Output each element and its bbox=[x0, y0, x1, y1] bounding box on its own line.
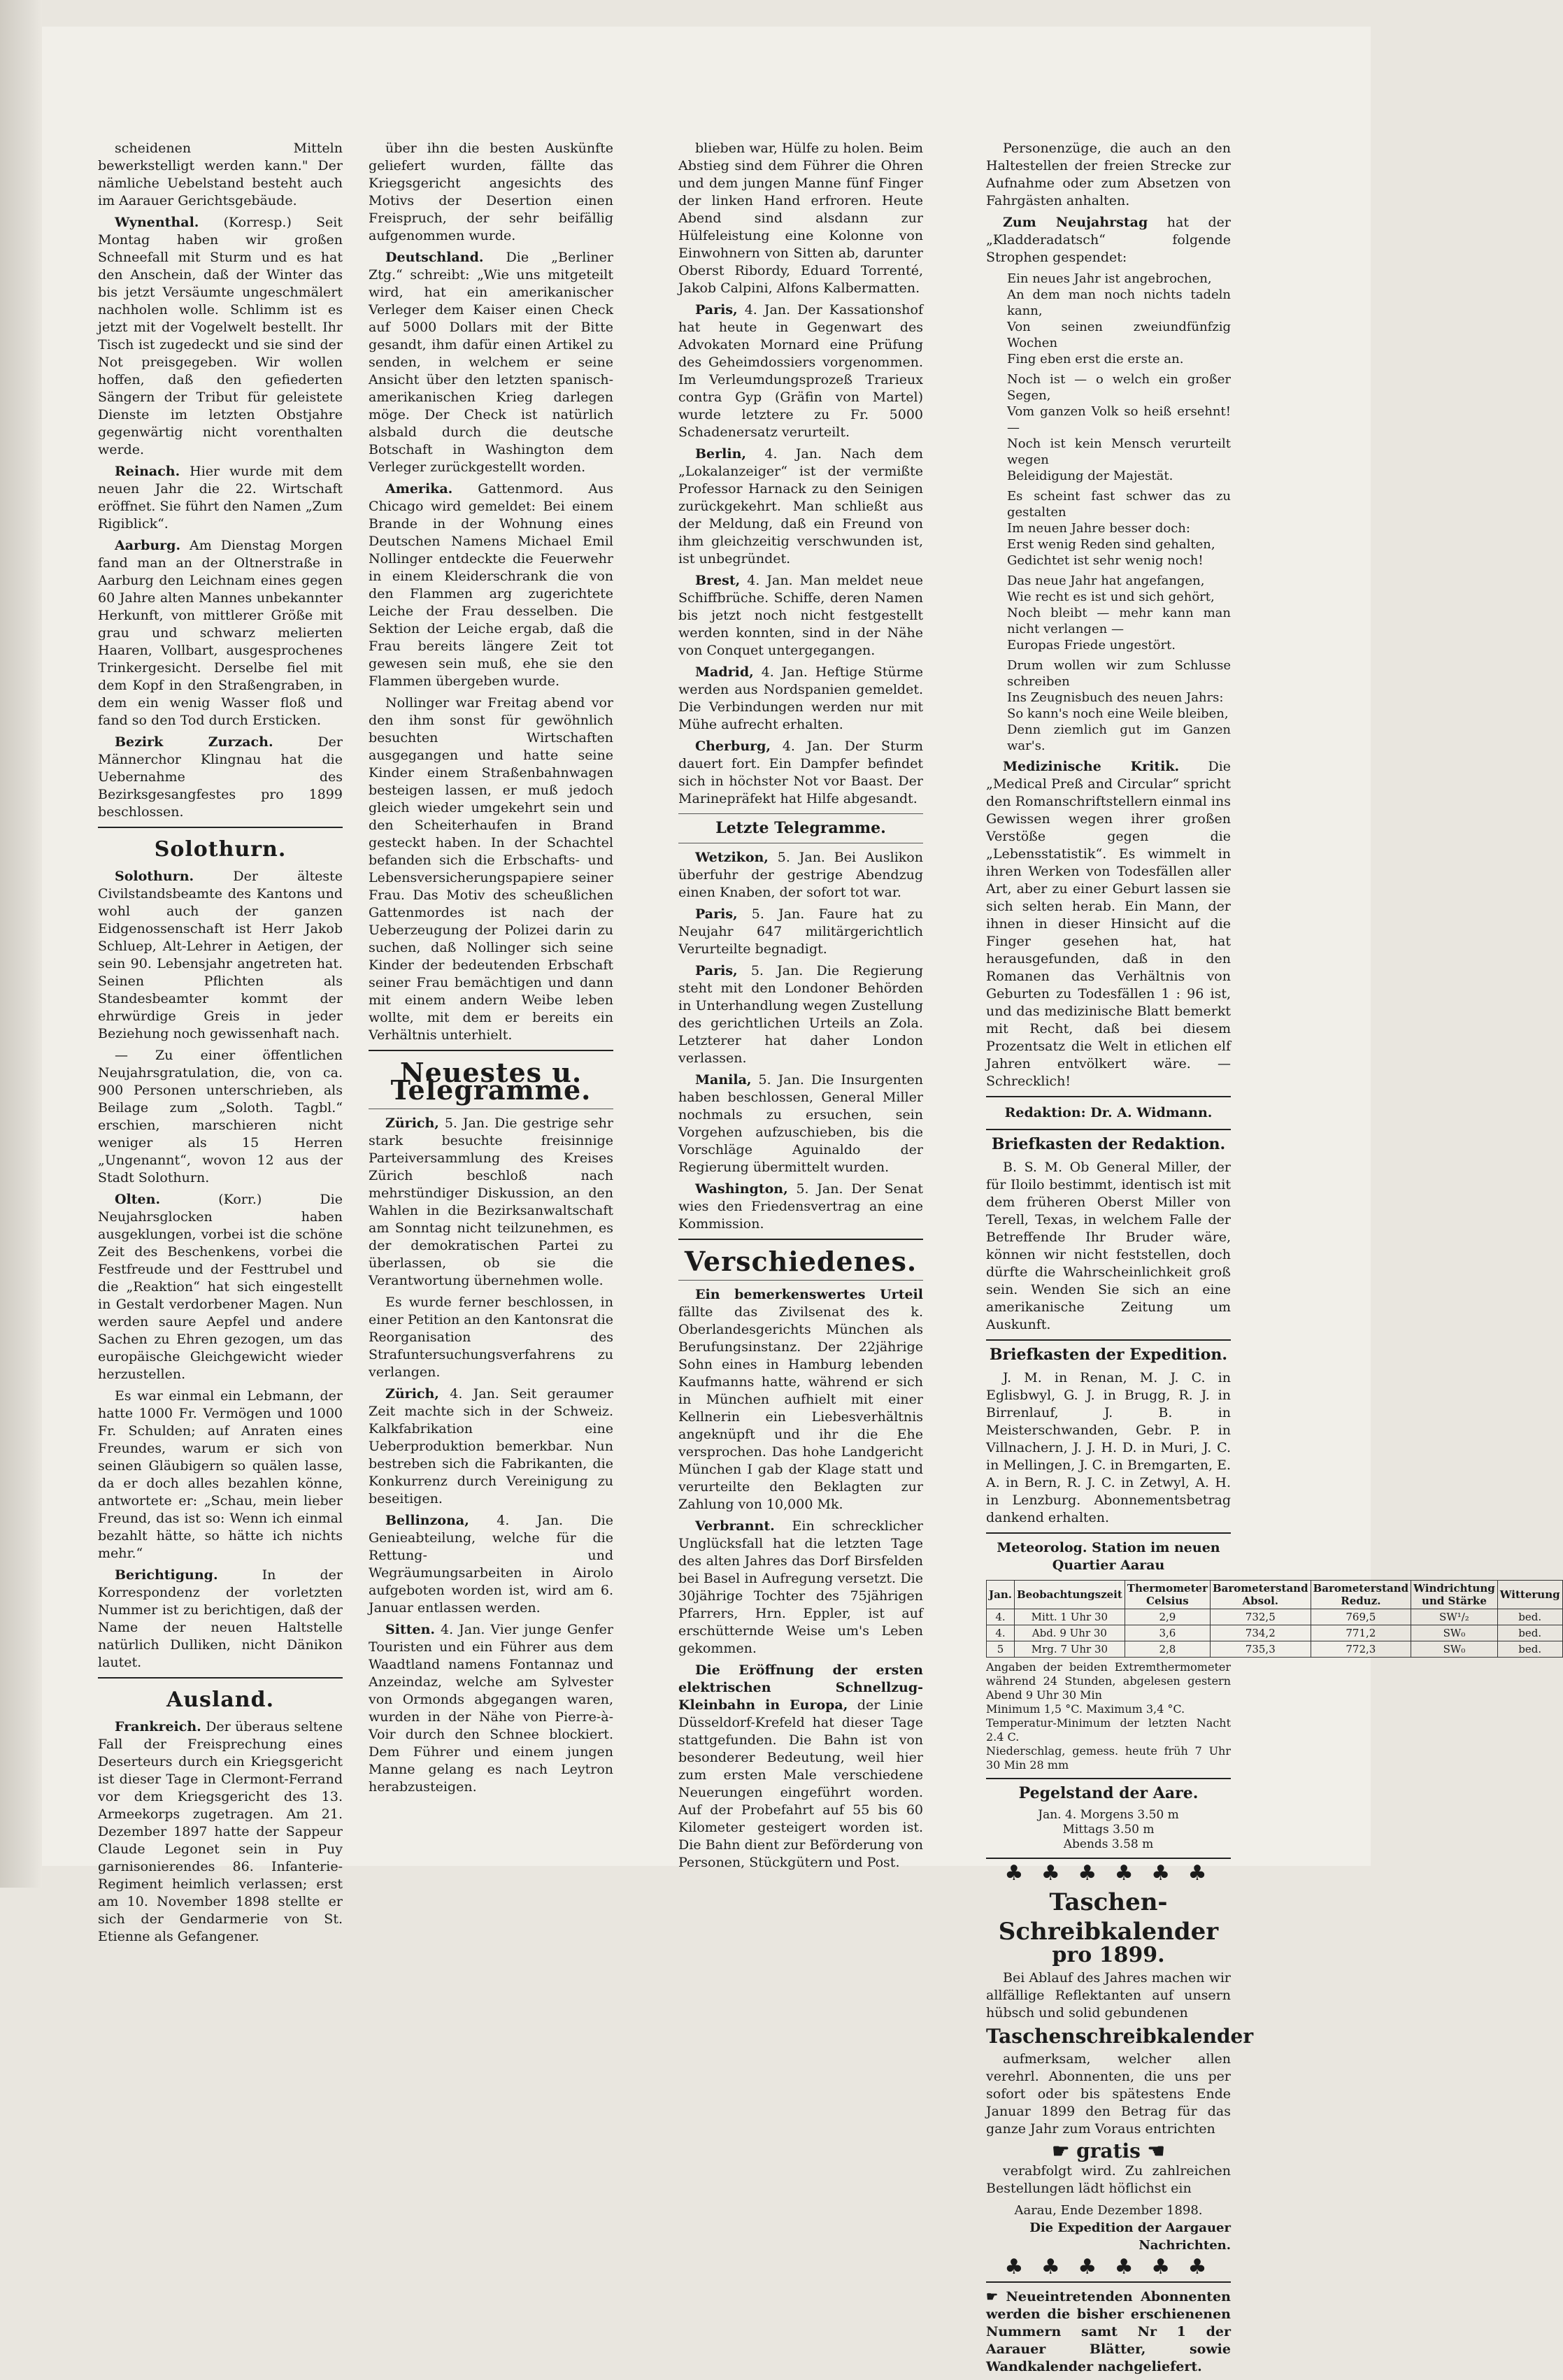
news-item: Deutschland. Die „Berliner Ztg.“ schreibt: „Wie uns mitgeteilt wird, hat ein amerikanischer Verleger dem Kaiser einen Check auf 5000 Dollars mit der Bitte gesandt, ihm dafür einen Artikel zu senden, in welchem er seine Ansicht über den letzten spanisch-amerikanischen Krieg darlegen möge. Der Check ist natürlich alsbald durch die deutsche Botschaft in Washington dem Verleger zurückgestellt worden. bbox=[369, 250, 613, 475]
news-item: Zürich, 4. Jan. Seit geraumer Zeit machte sich in der Schweiz. Kalkfabrikation eine Ueberproduktion bemerkbar. Nun bestreben sich die Fabrikanten, die Konkurrenz durch Vereinigung zu beseitigen. bbox=[369, 1386, 613, 1506]
news-item: Bezirk Zurzach. Der Männerchor Klingnau hat die Uebernahme des Bezirksgesangfestes pro 1899 beschlossen. bbox=[98, 734, 343, 820]
column-2 bbox=[369, 140, 613, 1800]
page-gutter bbox=[0, 0, 42, 1888]
news-item: Bellinzona, 4. Jan. Die Genieabteilung, welche für die Rettung- und Wegräumungsarbeiten in Airolo aufgeboten worden ist, wird am 6. Januar entlassen werden. bbox=[369, 1513, 613, 1616]
briefkasten-redaktion-title: Briefkasten der Redaktion. bbox=[991, 1135, 1226, 1153]
section-heading-ausland: Ausland. bbox=[166, 1688, 275, 1712]
column-1 bbox=[98, 140, 343, 1950]
news-item: Manila, 5. Jan. Die Insurgenten haben beschlossen, General Miller nochmals zu ersuchen, sein Vorgehen aufzuschieben, bis die Vorschläge Aguinaldo der Regierung übermittelt wurden. bbox=[678, 1072, 923, 1175]
table-header-row: Jan. Beobachtungszeit Thermometer Celsius Barometerstand Absol. Barometerstand Reduz. Windrichtung und Stärke Witterung bbox=[987, 1581, 1563, 1609]
intro-paragraph: blieben war, Hülfe zu holen. Beim Abstieg sind dem Führer die Ohren und dem jungen Manne fünf Finger der linken Hand erfroren. Heute Abend sind alsdann zur Hülfeleistung eine Kolonne von Einwohnern von Sitten ab, darunter Oberst Ribordy, Eduard Torrenté, Jakob Calpini, Alfons Kalbermatten. bbox=[678, 141, 924, 296]
ad-year: pro 1899. bbox=[1052, 1943, 1165, 1967]
news-item: Sitten. 4. Jan. Vier junge Genfer Touristen und ein Führer aus dem Waadtland namens Fontannaz und Anzeindaz, welche am Sylvester von Ormonds abgegangen waren, wurden in der Nähe von Pierre-à-Voir durch den Schnee blockiert. Dem Führer und einem jungen Manne gelang es nach Leytron herabzusteigen. bbox=[369, 1622, 613, 1795]
news-item: Amerika. Gattenmord. Aus Chicago wird gemeldet: Bei einem Brande in der Wohnung eines Deutschen Namens Michael Emil Nollinger entdeckte die Feuerwehr in einem Kleiderschrank die von den Flammen arg zugerichtete Leiche der Frau desselben. Die Sektion der Leiche ergab, daß die Frau bereits längere Zeit tot gewesen sein muß, ehe sie den Flammen übergeben wurde. bbox=[369, 481, 613, 689]
news-item: Die Eröffnung der ersten elektrischen Schnellzug-Kleinbahn in Europa, der Linie Düsseldorf-Krefeld hat dieser Tage stattgefunden. Die Bahn ist von besonderer Bedeutung, weil hier zum ersten Male verschiedene Neuerungen eingeführt worden. Auf der Probefahrt auf 55 bis 60 Kilometer gesteigert worden ist. Die Bahn dient zur Beförderung von Personen, Stückgütern und Post. bbox=[678, 1662, 924, 1870]
news-item: Es wurde ferner beschlossen, in einer Petition an den Kantonsrat die Reorganisation des Strafuntersuchungsverfahrens zu verlangen. bbox=[369, 1295, 613, 1380]
table-row: 4. Abd. 9 Uhr 30 3,6 734,2 771,2 SW₀ bed. bbox=[987, 1625, 1563, 1641]
news-item: Solothurn. Der älteste Civilstandsbeamte des Kantons und wohl auch der ganzen Eidgenossenschaft ist Herr Jakob Schluep, Alt-Lehrer in Aetigen, der sein 90. Lebensjahr angetreten hat. Seinen Pflichten als Standesbeamter kommt der ehrwürdige Greis in jeder Beziehung noch gewissenhaft nach. bbox=[98, 869, 343, 1041]
briefkasten-expedition-text: J. M. in Renan, M. J. C. in Eglisbwyl, G. J. in Brugg, R. J. in Birrenlauf, J. B. in Meisterschwanden, Gebr. P. in Villnachern, J. J. H. D. in Muri, J. C. in Mellingen, J. C. in Bremgarten, E. A. in Bern, R. J. C. in Zetwyl, A. H. in Lenzburg. Abonnementsbetrag dankend erhalten. bbox=[986, 1370, 1231, 1525]
editor-line: Redaktion: Dr. A. Widmann. bbox=[1004, 1105, 1213, 1120]
divider bbox=[678, 1239, 923, 1240]
pointing-hand-icon: ☛ bbox=[1052, 2139, 1070, 2162]
clover-ornament-icon: ♣ ♣ ♣ ♣ ♣ ♣ bbox=[1004, 2255, 1213, 2279]
news-item: Wynenthal. (Korresp.) Seit Montag haben wir großen Schneefall mit Sturm und es hat den Anschein, daß der Winter das bis jetzt Versäumte ungeschmälert nachholen wolle. Schlimm ist es jetzt mit der Vogelwelt bestellt. Ihr Tisch ist zugedeckt und sie sind der Not preisgegeben. Wir wollen hoffen, daß den gefiederten Sängern der Tribut für geleistete Dienste im letzten Obstjahre gegenwärtig nicht vorenthalten werde. bbox=[98, 215, 343, 457]
news-item: Aarburg. Am Dienstag Morgen fand man an der Oltnerstraße in Aarburg den Leichnam eines gegen 60 Jahre alten Mannes unbekannter Herkunft, von mittlerer Größe mit grau und schwarz melierten Haaren, Vollbart, ausgesprochenes Trinkergesicht. Derselbe fiel mit dem Kopf in den Straßengraben, in dem ein wenig Wasser floß und fand so den Tod durch Ersticken. bbox=[98, 538, 343, 728]
briefkasten-expedition-title: Briefkasten der Expedition. bbox=[989, 1346, 1228, 1364]
news-item: Cherburg, 4. Jan. Der Sturm dauert fort. Ein Dampfer befindet sich in höchster Not vor Baast. Der Marinepräfekt hat Hilfe abgesandt. bbox=[678, 739, 923, 806]
ad-product-name: Taschenschreibkalender bbox=[986, 2025, 1254, 2048]
headline-telegramme: Letzte Telegramme. bbox=[715, 819, 886, 837]
ad-signature: Die Expedition der Aargauer Nachrichten. bbox=[1029, 2221, 1231, 2253]
news-item: — Zu einer öffentlichen Neujahrsgratulation, die, von ca. 900 Personen unterschrieben, als Beilage zum „Soloth. Tagbl.“ erschien, marschieren nicht weniger als 15 Herren „Ungenannt“, wovon 12 aus der Stadt Solothurn. bbox=[98, 1048, 343, 1185]
news-item: Verbrannt. Ein schrecklicher Unglücksfall hat die letzten Tage des alten Jahres das Dorf Birsfelden bei Basel in Aufregung versetzt. Die 30jährige Tochter des 75jährigen Pfarrers, Hrn. Eppler, ist auf erschütternde Weise um's Leben gekommen. bbox=[678, 1518, 923, 1656]
pegel-title: Pegelstand der Aare. bbox=[1018, 1784, 1199, 1802]
divider bbox=[678, 813, 923, 814]
weather-table bbox=[986, 1580, 1563, 1658]
poem: Ein neues Jahr ist angebrochen, An dem man noch nichts tadeln kann, Von seinen zweiundfünfzig Wochen Fing eben erst die erste an. Noch ist — o welch ein großer Segen, Vom ganzen Volk so heiß ersehnt! — Noch ist kein Mensch verurteilt wegen Beleidigung der Majestät. Es scheint fast schwer das zu gestalten Im neuen Jahre besser doch: Erst wenig Reden sind gehalten, Gedichtet ist sehr wenig noch! Das neue Jahr hat angefangen, Wie recht es ist und sich gehört, Noch bleibt — mehr kann man nicht verlangen — Europas Friede ungestört. Drum wollen wir zum Schlusse schreiben Ins Zeugnisbuch des neuen Jahrs: So kann's noch eine Weile bleiben, Denn ziemlich gut im Ganzen war's. bbox=[1007, 271, 1231, 753]
divider bbox=[986, 1532, 1231, 1534]
ad-place-date: Aarau, Ende Dezember 1898. bbox=[1014, 2203, 1203, 2218]
news-item: Berichtigung. In der Korrespondenz der vorletzten Nummer ist zu berichtigen, daß der Name der neuen Haltstelle natürlich Dulliken, nicht Dänikon lautet. bbox=[98, 1567, 343, 1670]
ad-title: Taschen-Schreibkalender bbox=[998, 1888, 1219, 1946]
divider bbox=[369, 1050, 613, 1051]
divider bbox=[986, 2281, 1231, 2283]
section-heading-neuestes: Neuestes u. Telegramme. bbox=[390, 1057, 592, 1106]
intro-paragraph: scheidenen Mitteln bewerkstelligt werden kann." Der nämliche Uebelstand besteht auch im Aarauer Gerichtsgebäude. bbox=[98, 141, 343, 208]
divider bbox=[98, 1677, 343, 1679]
news-item: Reinach. Hier wurde mit dem neuen Jahr die 22. Wirtschaft eröffnet. Sie führt den Namen „Zum Rigiblick“. bbox=[98, 464, 343, 532]
ad-text: Bei Ablauf des Jahres machen wir allfällige Reflektanten auf unsern hübsch und solid gebundenen bbox=[986, 1970, 1231, 2021]
news-item: Paris, 5. Jan. Die Regierung steht mit den Londoner Behörden in Unterhandlung wegen Zustellung des gerichtlichen Urteils an Zola. Letzterer hat daher London verlassen. bbox=[678, 963, 923, 1066]
column-4 bbox=[986, 140, 1560, 2380]
pointing-hand-icon: ☚ bbox=[1147, 2139, 1165, 2162]
column-3 bbox=[678, 140, 923, 1876]
news-item: Zum Neujahrstag hat der „Kladderadatsch“ folgende Strophen gespendet: bbox=[986, 215, 1231, 265]
news-item: Zürich, 5. Jan. Die gestrige sehr stark besuchte freisinnige Parteiversammlung des Kreises Zürich beschloß nach mehrstündiger Diskussion, an den Wahlen in die Bezirksanwaltschaft am Sonntag nicht teilzunehmen, es der demokratischen Partei zu überlassen, ob sie die Verantwortung übernehmen wolle. bbox=[369, 1116, 613, 1288]
news-item: Paris, 5. Jan. Faure hat zu Neujahr 647 militärgerichtlich Verurteilte begnadigt. bbox=[678, 906, 923, 957]
section-heading-verschiedenes: Verschiedenes. bbox=[684, 1246, 918, 1277]
divider bbox=[678, 1280, 923, 1281]
weather-station-title: Meteorolog. Station im neuen Quartier Aarau bbox=[997, 1540, 1220, 1573]
divider bbox=[986, 1778, 1231, 1779]
intro-paragraph: Personenzüge, die auch an den Haltestellen der freien Strecke zur Aufnahme oder zum Absetzen von Fahrgästen anhalten. bbox=[986, 141, 1231, 208]
table-row: 5 Mrg. 7 Uhr 30 2,8 735,3 772,3 SW₀ bed. bbox=[987, 1641, 1563, 1658]
divider bbox=[986, 1129, 1231, 1130]
weather-notes: Angaben der beiden Extremthermometer während 24 Stunden, abgelesen gestern Abend 9 Uhr 30 Min Minimum 1,5 °C. Maximum 3,4 °C. Temperatur-Minimum der letzten Nacht 2.4 C. Niederschlag, gemess. heute früh 7 Uhr 30 Min 28 mm bbox=[986, 1660, 1231, 1772]
divider bbox=[986, 1096, 1231, 1097]
divider bbox=[986, 1858, 1231, 1859]
news-item: Medizinische Kritik. Die „Medical Preß and Circular“ spricht den Romanschriftstellern einmal ins Gewissen wegen ihrer großen Verstöße gegen die „Lebensstatistik“. Es wimmelt in ihren Werken von Todesfällen aller Art, aber zu einer Geburt lassen sie sich selten herab. Ein Mann, der ihnen in dieser Hinsicht auf die Finger gesehen hat, hat herausgefunden, daß in den Romanen das Verhältnis von Geburten zu Todesfällen 1 : 96 ist, und das medizinische Blatt bemerkt mit Recht, daß bei diesem Prozentsatz die Welt in etlichen elf Jahren entvölkert wäre. — Schrecklich! bbox=[986, 759, 1231, 1089]
clover-ornament-icon: ♣ ♣ ♣ ♣ ♣ ♣ bbox=[1004, 1861, 1213, 1886]
divider bbox=[98, 827, 343, 828]
ad-gratis: ☛ gratis ☚ bbox=[1052, 2139, 1165, 2162]
news-item: Nollinger war Freitag abend vor den ihm sonst für gewöhnlich besuchten Wirtschaften ausgegangen und hatte seine Kinder einem Straßenbahnwagen besteigen lassen, er muß jedoch gleich wieder umgekehrt sein und den Scheiterhaufen in Brand gesteckt haben. In der Schachtel befanden sich die Erbschafts- und Lebensversicherungspapiere seiner Frau. Das Motiv des scheußlichen Gattenmordes ist nach der Ueberzeugung der Polizei darin zu suchen, daß Nollinger sich seine Kinder der bedeutenden Erbschaft seiner Frau bemächtigen und dann mit einem andern Weibe leben wollte, mit dem er bereits ein Verhältnis unterhielt. bbox=[369, 695, 613, 1043]
news-item: Paris, 4. Jan. Der Kassationshof hat heute in Gegenwart des Advokaten Mornard eine Prüfung des Geheimdossiers vorgenommen. Im Verleumdungsprozeß Trarieux contra Gyp (Gräfin von Martel) wurde letztere zu Fr. 5000 Schadenersatz verurteilt. bbox=[678, 302, 923, 440]
pointing-hand-icon: ☛ bbox=[986, 2289, 999, 2304]
news-item: Olten. (Korr.) Die Neujahrsglocken haben ausgeklungen, vorbei ist die schöne Zeit des Beschenkens, vorbei die Festfreude und der Festtrubel und die „Reaktion“ hat sich eingestellt in Gestalt verdorbener Magen. Nun werden saure Aepfel und andere Sachen zu Ehren gezogen, um das europäische Gleichgewicht wieder herzustellen. bbox=[98, 1192, 343, 1382]
table-row: 4. Mitt. 1 Uhr 30 2,9 732,5 769,5 SW¹/₂ bed. bbox=[987, 1609, 1563, 1625]
news-item: Es war einmal ein Lebmann, der hatte 1000 Fr. Vermögen und 1000 Fr. Schulden; auf Anraten eines Freundes, warum er sich von seinen Gläubigern so quälen lasse, da er doch alles bezahlen könne, antwortete er: „Schau, mein lieber Freund, das ist so: Wenn ich einmal bezahlt hätte, so hätte ich nichts mehr.“ bbox=[98, 1388, 343, 1561]
pegel-values: Jan. 4. Morgens 3.50 m Mittags 3.50 m Abends 3.58 m bbox=[1038, 1808, 1179, 1851]
news-item: Madrid, 4. Jan. Heftige Stürme werden aus Nordspanien gemeldet. Die Verbindungen werden nur mit Mühe aufrecht erhalten. bbox=[678, 664, 923, 732]
ad-text: verabfolgt wird. Zu zahlreichen Bestellungen lädt höflichst ein bbox=[986, 2163, 1231, 2196]
news-item: Brest, 4. Jan. Man meldet neue Schiffbrüche. Schiffe, deren Namen bis jetzt noch nicht festgestellt werden konnten, sind in der Nähe von Conquet untergegangen. bbox=[678, 573, 923, 658]
news-item: Frankreich. Der überaus seltene Fall der Freisprechung eines Deserteurs durch ein Kriegsgericht ist dieser Tage in Clermont-Ferrand vor dem Kriegsgericht des 13. Armeekorps zugetragen. Am 21. Dezember 1897 hatte der Sappeur Claude Legonet sein in Puy garnisonierendes 86. Infanterie-Regiment heimlich verlassen; erst am 10. November 1898 stellte er sich der Gendarmerie von St. Etienne als Gefangener. bbox=[98, 1719, 343, 1944]
news-item: Wetzikon, 5. Jan. Bei Auslikon überfuhr der gestrige Abendzug einen Knaben, der sofort tot war. bbox=[678, 850, 923, 900]
ad-text: aufmerksam, welcher allen verehrl. Abonnenten, die uns per sofort oder bis spätestens Ende Januar 1899 den Betrag für das ganze Jahr zum Voraus entrichten bbox=[986, 2051, 1231, 2137]
section-heading-solothurn: Solothurn. bbox=[154, 837, 287, 862]
briefkasten-redaktion-text: B. S. M. Ob General Miller, der für Iloilo bestimmt, identisch ist mit dem früheren Oberst Miller von Terell, Texas, in welchem Falle der Betreffende Ihr Bruder wäre, können wir nicht feststellen, doch dürfte die Wahrscheinlichkeit groß sein. Wenden Sie sich an eine amerikanische Zeitung um Auskunft. bbox=[986, 1160, 1231, 1332]
news-item: Berlin, 4. Jan. Nach dem „Lokalanzeiger“ ist der vermißte Professor Harnack zu den Seinigen zurückgekehrt. Man schließt aus der Meldung, daß ein Freund von ihm gleichzeitig verschwunden ist, ist unbegründet. bbox=[678, 446, 923, 567]
intro-paragraph: über ihn die besten Auskünfte geliefert wurden, fällte das Kriegsgericht angesichts des Motivs der Desertion einen Freispruch, der sehr beifällig aufgenommen wurde. bbox=[369, 141, 613, 243]
subscriber-notice: ☛ Neueintretenden Abonnenten werden die bisher erschienenen Nummern samt Nr 1 der Aarauer Blätter, sowie Wandkalender nachgeliefert. bbox=[986, 2289, 1231, 2374]
news-item: Ein bemerkenswertes Urteil fällte das Zivilsenat des k. Oberlandesgerichts München als Berufungsinstanz. Der 22jährige Sohn eines in Hamburg lebenden Kaufmanns hatte, während er sich in München aufhielt mit einer Kellnerin ein Liebesverhältnis angeknüpft und ihr die Ehe versprochen. Das hohe Landgericht München I gab der Klage statt und verurteilte den Beklagten zur Zahlung von 10,000 Mk. bbox=[678, 1287, 923, 1512]
divider bbox=[986, 1339, 1231, 1341]
news-item: Washington, 5. Jan. Der Senat wies den Friedensvertrag an eine Kommission. bbox=[678, 1181, 923, 1232]
